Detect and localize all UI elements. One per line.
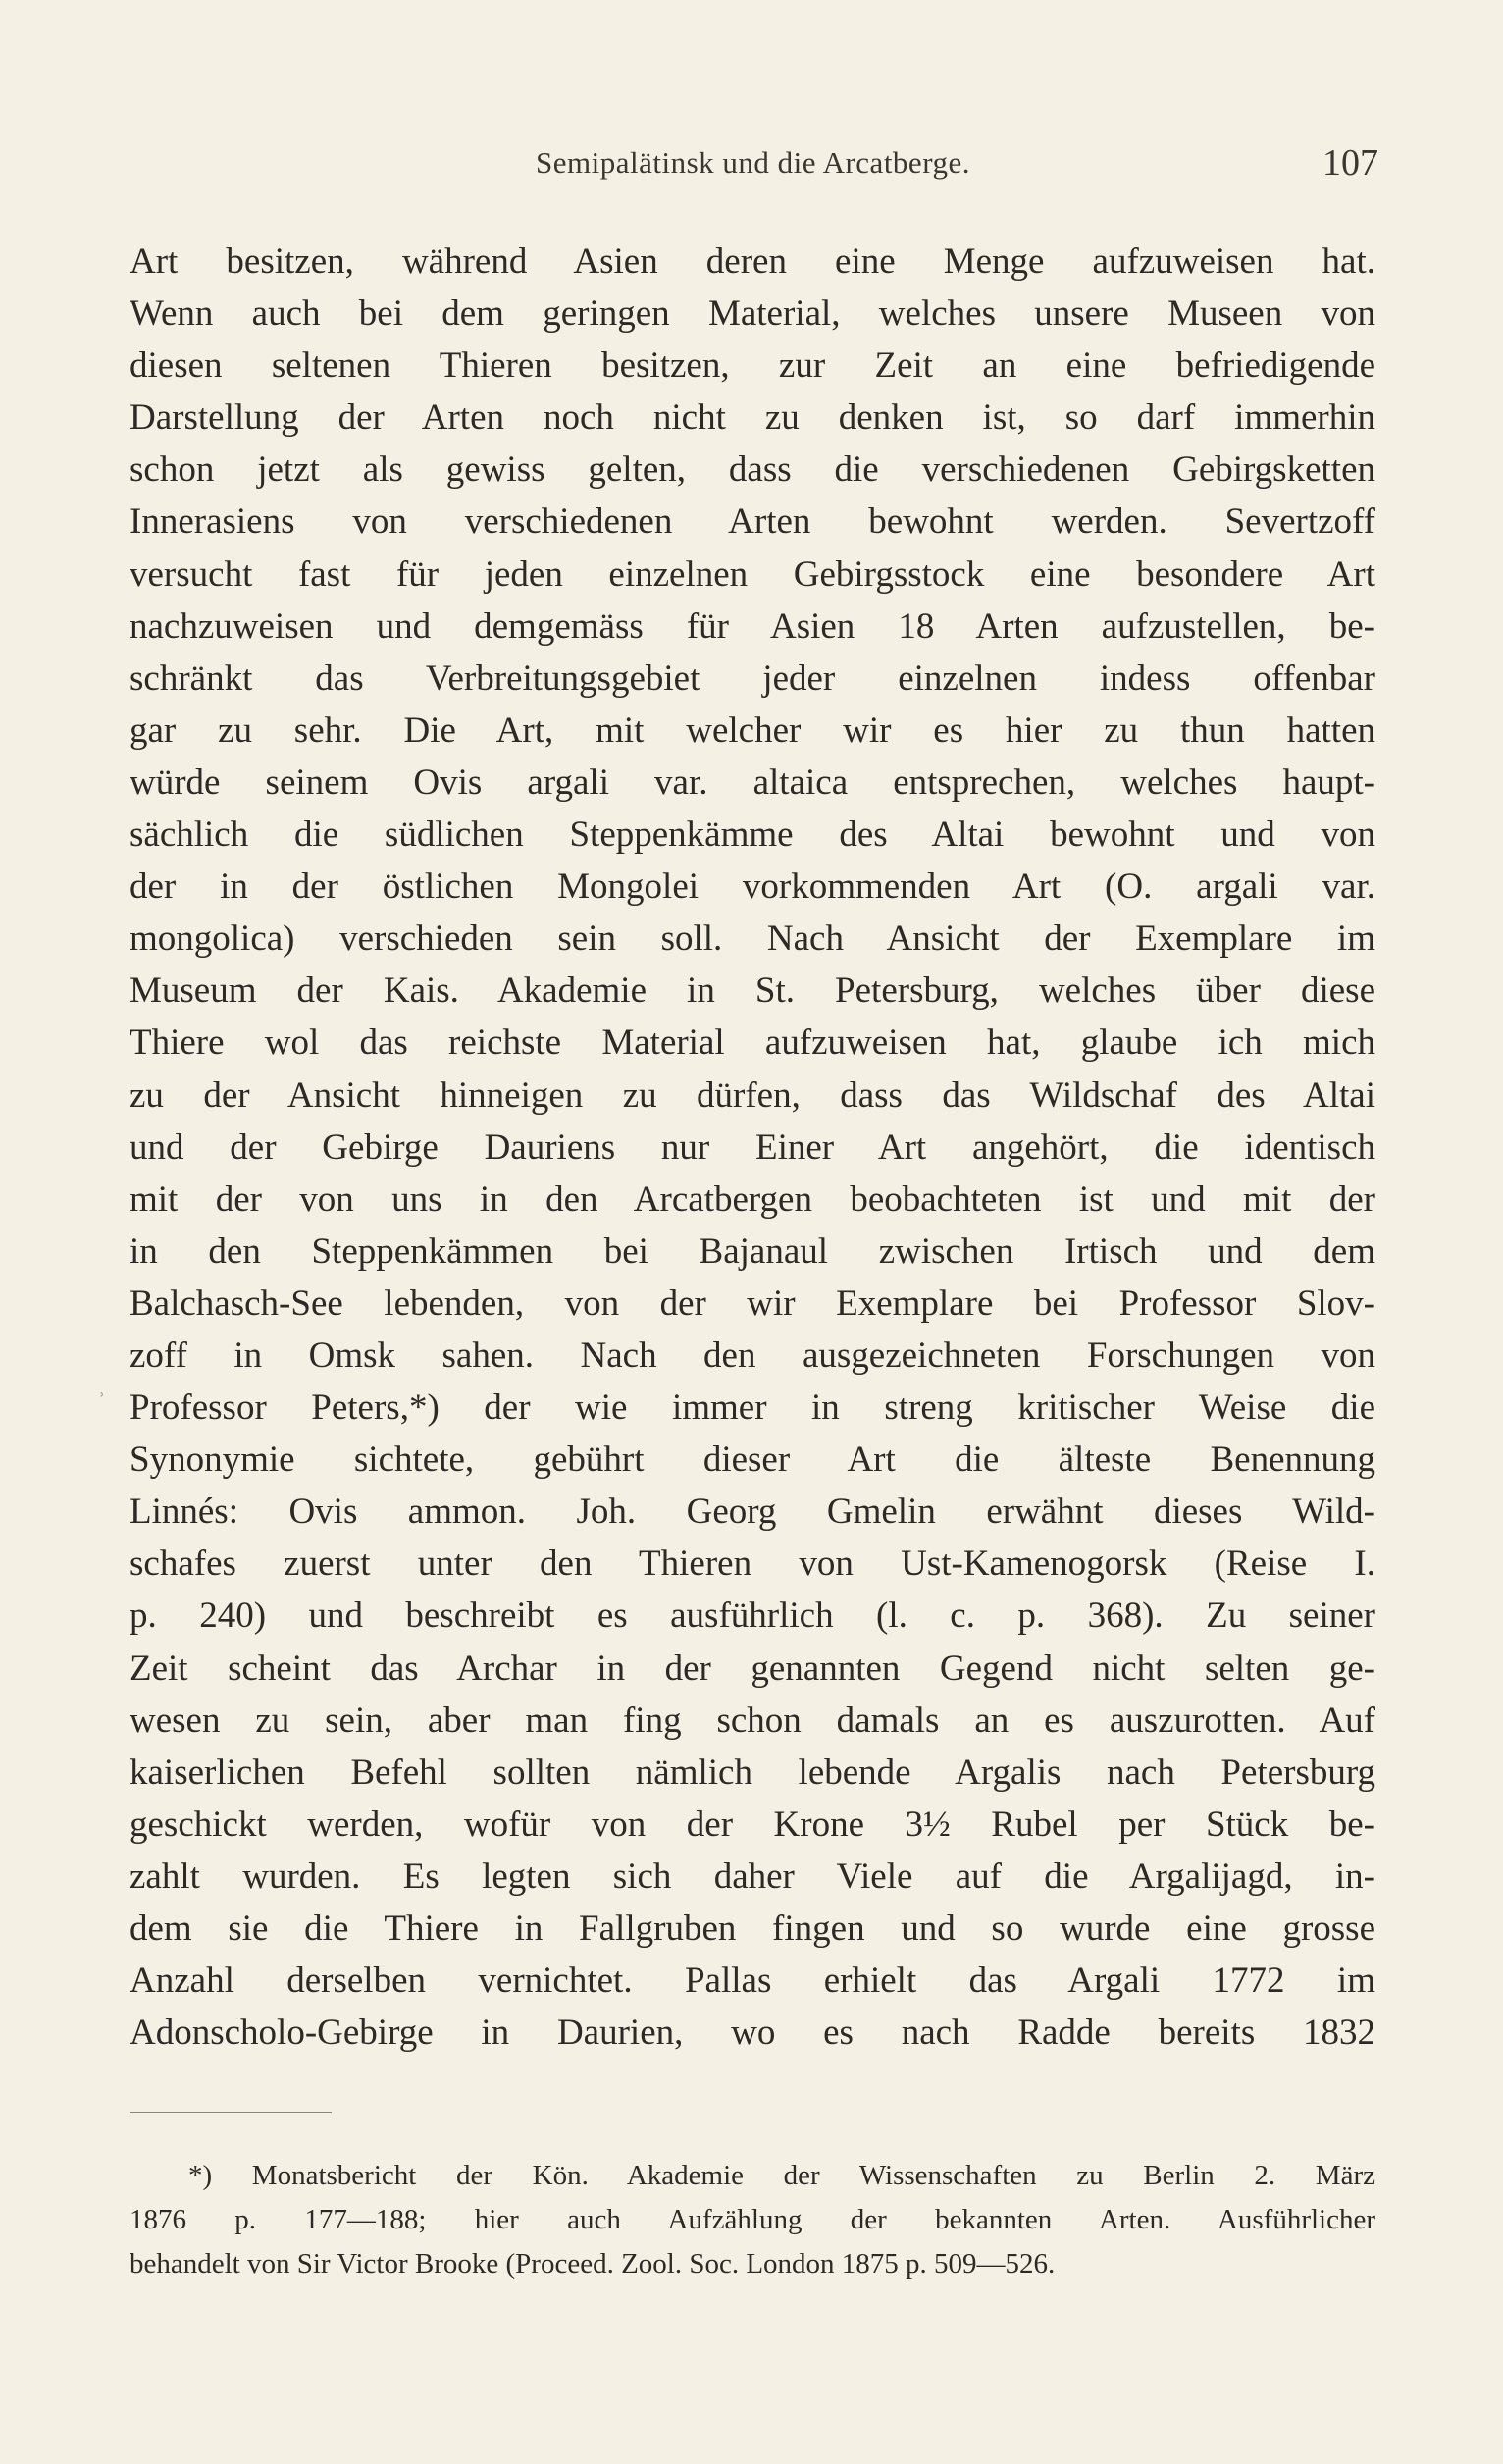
- text-line: mongolica) verschieden sein soll. Nach Ansicht der Exemplare im: [130, 918, 1375, 960]
- text-line: dem sie die Thiere in Fallgruben fingen und so wurde eine grosse: [130, 1909, 1375, 1949]
- text-line: Synonymie sichtete, gebührt dieser Art die älteste Benennung: [130, 1440, 1375, 1481]
- text-line: zoff in Omsk sahen. Nach den ausgezeichneten Forschungen von: [130, 1335, 1375, 1376]
- text-line: Linnés: Ovis ammon. Joh. Georg Gmelin erwähnt dieses Wild-: [130, 1492, 1375, 1533]
- text-line: würde seinem Ovis argali var. altaica entsprechen, welches haupt-: [130, 761, 1375, 803]
- text-line: nachzuweisen und demgemäss für Asien 18 Arten aufzustellen, be-: [130, 605, 1375, 647]
- text-line: in den Steppenkämmen bei Bajanaul zwischen Irtisch und dem: [130, 1231, 1375, 1272]
- footnote-line: *) Monatsbericht der Kön. Akademie der Wissenschaften zu Berlin 2. März: [188, 2160, 1375, 2191]
- text-line: und der Gebirge Dauriens nur Einer Art angehört, die identisch: [130, 1127, 1375, 1168]
- running-title: Semipalätinsk und die Arcatberge.: [536, 145, 970, 180]
- text-line: sächlich die südlichen Steppenkämme des Altai bewohnt und von: [130, 814, 1375, 856]
- footnotes: [130, 2154, 1375, 2286]
- running-head: [128, 142, 1378, 194]
- text-line: schafes zuerst unter den Thieren von Ust-Kamenogorsk (Reise I.: [130, 1544, 1375, 1585]
- text-line: Wenn auch bei dem geringen Material, welches unsere Museen von: [130, 293, 1375, 335]
- footnote-line: behandelt von Sir Victor Brooke (Proceed. Zool. Soc. London 1875 p. 509—526.: [130, 2248, 1056, 2280]
- text-line: versucht fast für jeden einzelnen Gebirgsstock eine besondere Art: [130, 553, 1375, 595]
- text-line: diesen seltenen Thieren besitzen, zur Zeit an eine befriedigende: [130, 345, 1375, 387]
- text-line: Darstellung der Arten noch nicht zu denken ist, so darf immerhin: [130, 397, 1375, 439]
- text-line: der in der östlichen Mongolei vorkommenden Art (O. argali var.: [130, 866, 1375, 908]
- text-line: Art besitzen, während Asien deren eine Menge aufzuweisen hat.: [130, 241, 1375, 282]
- text-line: kaiserlichen Befehl sollten nämlich lebende Argalis nach Petersburg: [130, 1752, 1375, 1793]
- footnote-line: 1876 p. 177—188; hier auch Aufzählung der bekannten Arten. Ausführlicher: [130, 2204, 1375, 2235]
- text-line: Museum der Kais. Akademie in St. Petersburg, welches über diese: [130, 970, 1375, 1012]
- page-number: 107: [1322, 142, 1378, 183]
- text-line: geschickt werden, wofür von der Krone 3½ Rubel per Stück be-: [130, 1804, 1375, 1845]
- text-line: Adonscholo-Gebirge in Daurien, wo es nach Radde bereits 1832: [130, 2013, 1375, 2054]
- body-text: [130, 236, 1375, 2059]
- text-line: wesen zu sein, aber man fing schon damals an es auszurotten. Auf: [130, 1700, 1375, 1741]
- text-line: p. 240) und beschreibt es ausführlich (l. c. p. 368). Zu seiner: [130, 1596, 1375, 1637]
- text-line: mit der von uns in den Arcatbergen beobachteten ist und mit der: [130, 1179, 1375, 1220]
- text-line: schon jetzt als gewiss gelten, dass die verschiedenen Gebirgsketten: [130, 449, 1375, 491]
- text-line: schränkt das Verbreitungsgebiet jeder einzelnen indess offenbar: [130, 657, 1375, 699]
- footnote-rule: [130, 2112, 332, 2113]
- text-line: Balchasch-See lebenden, von der wir Exemplare bei Professor Slov-: [130, 1283, 1375, 1324]
- text-line: Zeit scheint das Archar in der genannten Gegend nicht selten ge-: [130, 1648, 1375, 1689]
- text-line: zahlt wurden. Es legten sich daher Viele auf die Argalijagd, in-: [130, 1856, 1375, 1897]
- text-line: zu der Ansicht hinneigen zu dürfen, dass das Wildschaf des Altai: [130, 1075, 1375, 1116]
- text-line: Professor Peters,*) der wie immer in streng kritischer Weise die: [130, 1388, 1375, 1429]
- margin-mark: ʾ: [98, 1389, 106, 1413]
- text-line: Thiere wol das reichste Material aufzuweisen hat, glaube ich mich: [130, 1022, 1375, 1064]
- text-line: Innerasiens von verschiedenen Arten bewohnt werden. Severtzoff: [130, 501, 1375, 543]
- text-line: Anzahl derselben vernichtet. Pallas erhielt das Argali 1772 im: [130, 1961, 1375, 2002]
- text-line: gar zu sehr. Die Art, mit welcher wir es hier zu thun hatten: [130, 709, 1375, 751]
